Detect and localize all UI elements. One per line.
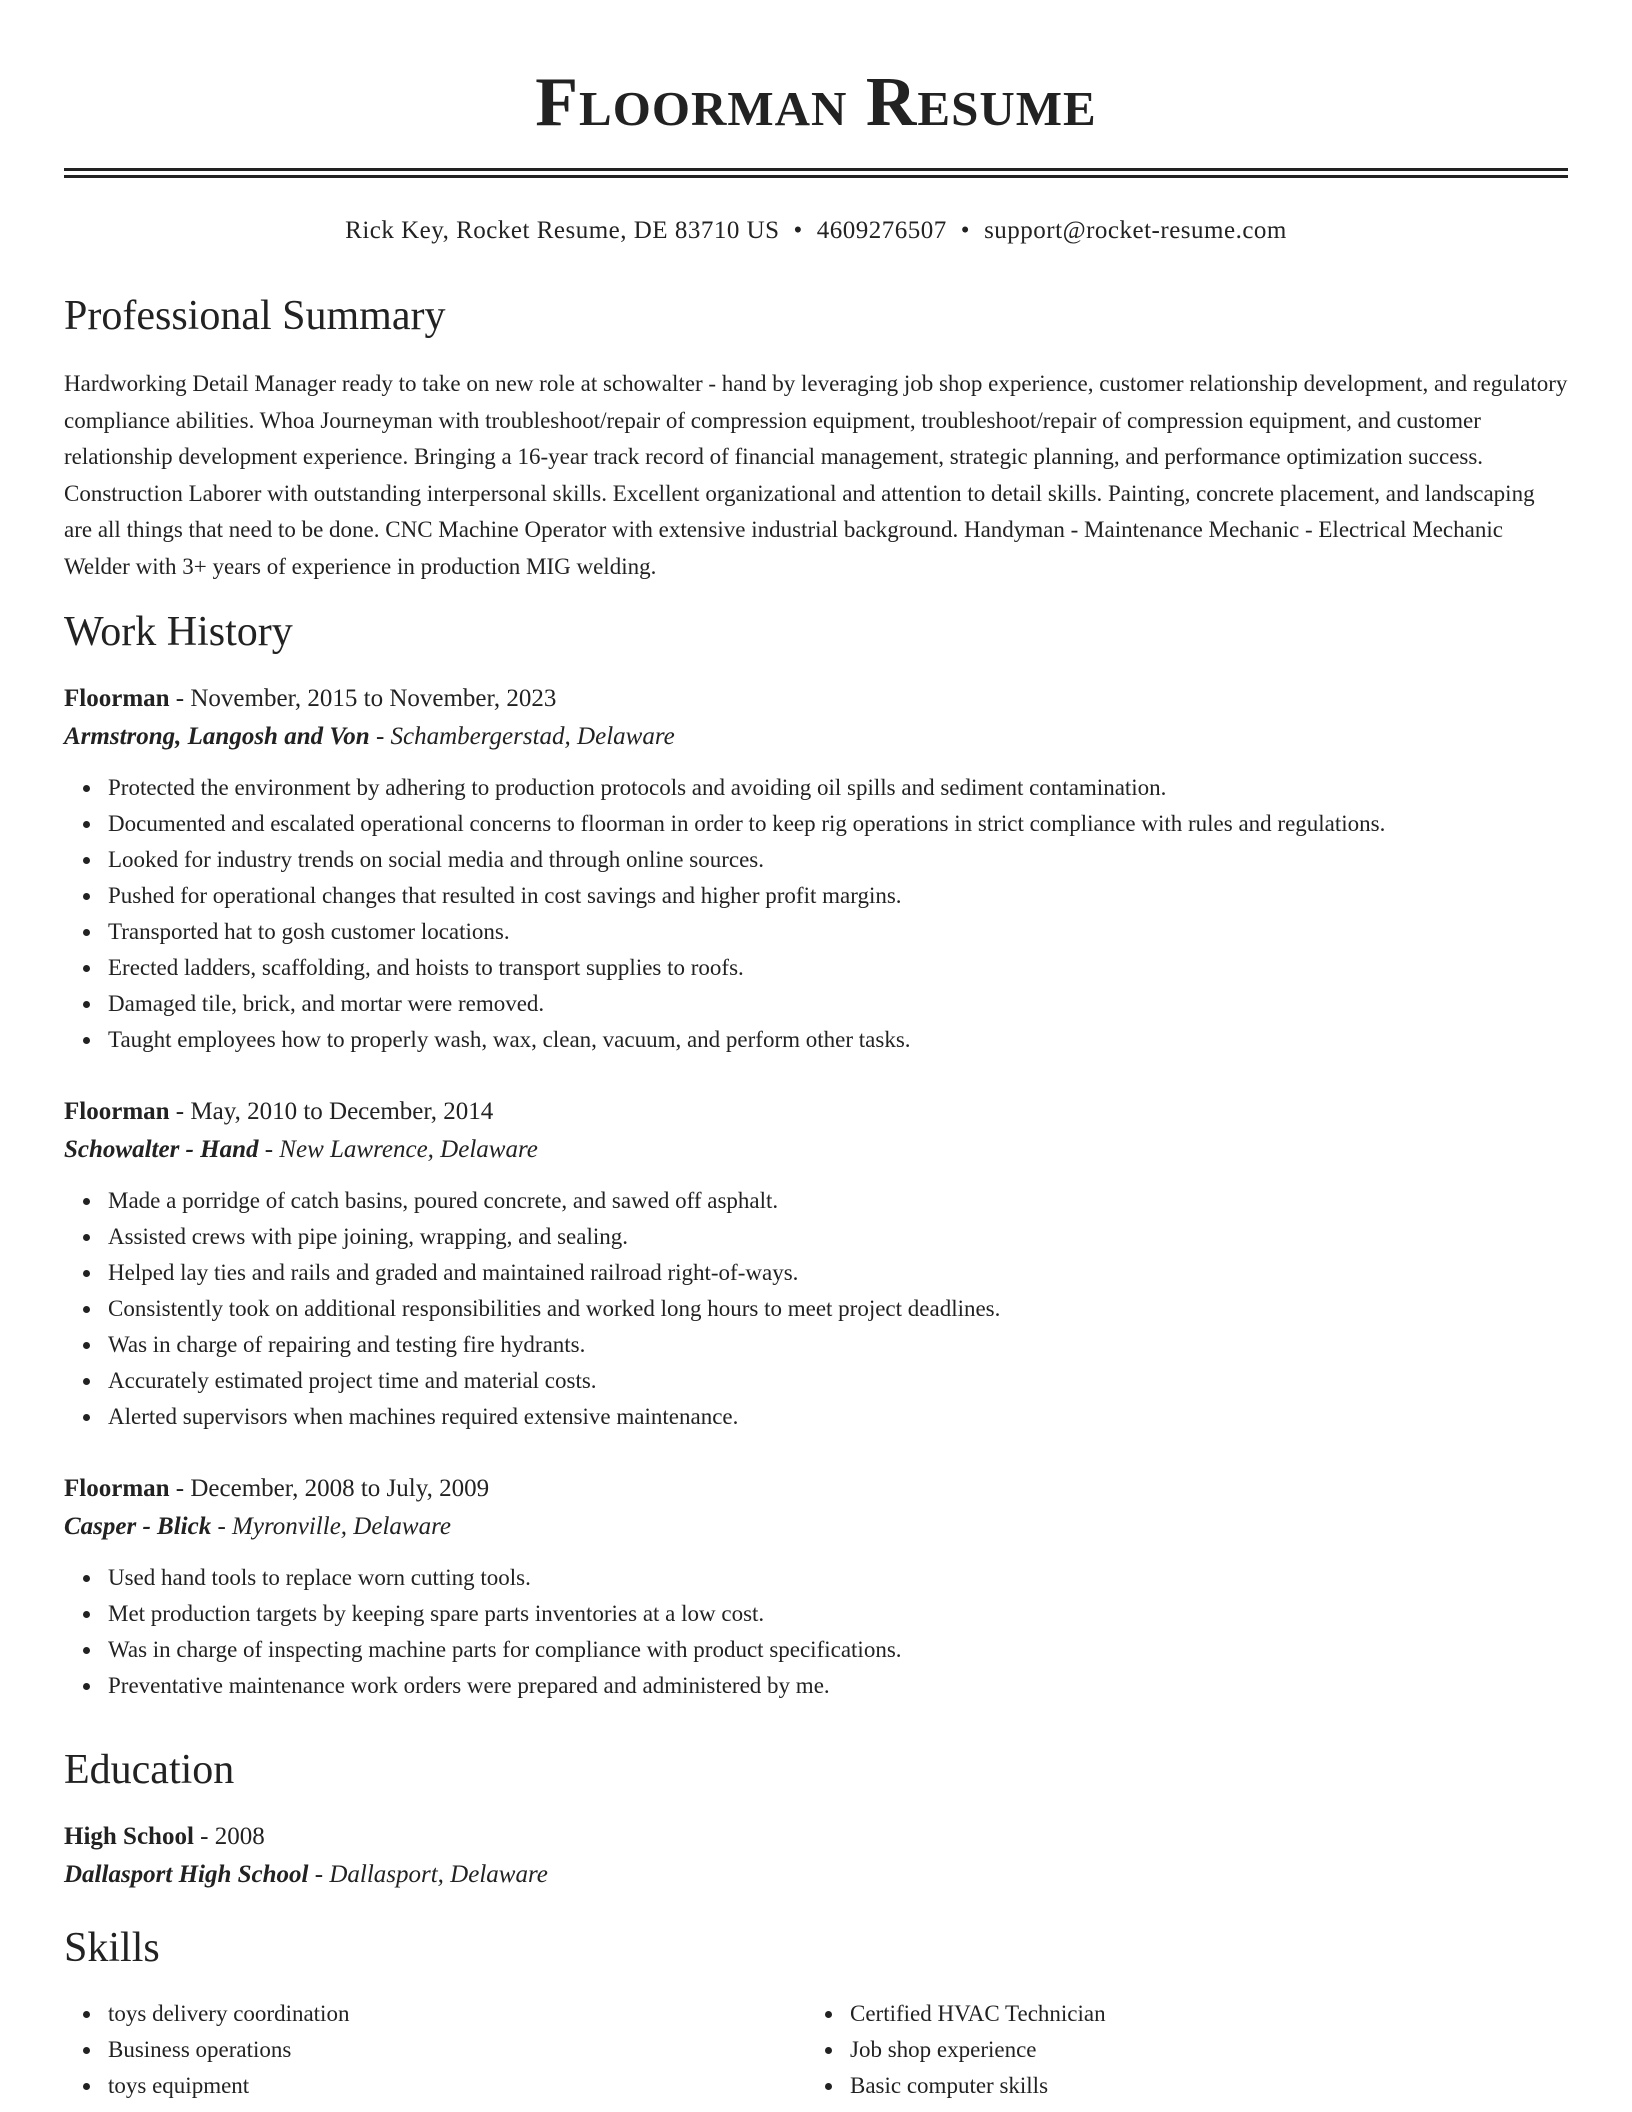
degree-line: [64, 1818, 1568, 1856]
job-title-line: [64, 680, 1568, 718]
list-item: Erected ladders, scaffolding, and hoists to transport supplies to roofs.: [108, 950, 1568, 986]
job-dates: - May, 2010 to December, 2014: [169, 1098, 494, 1125]
list-item: Helped lay ties and rails and graded and maintained railroad right-of-ways.: [108, 1255, 1568, 1291]
contact-phone: 4609276507: [816, 217, 947, 244]
list-item: Documented and escalated operational concerns to floorman in order to keep rig operations in strict compliance with rules and regulations.: [108, 806, 1568, 842]
employer-location: - New Lawrence, Delaware: [258, 1136, 538, 1163]
employer-location: - Myronville, Delaware: [211, 1513, 451, 1540]
list-item: Alerted supervisors when machines required extensive maintenance.: [108, 1399, 1568, 1435]
list-item: Accurately estimated project time and material costs.: [108, 1363, 1568, 1399]
list-item: Assisted crews with pipe joining, wrapping, and sealing.: [108, 1219, 1568, 1255]
job-entry-3: [64, 1470, 1568, 1704]
job-title: Floorman: [64, 1475, 170, 1502]
job-bullets: [64, 1560, 1568, 1704]
contact-separator: •: [960, 217, 971, 244]
employer-location: - Schambergerstad, Delaware: [369, 723, 675, 750]
employer-name: Armstrong, Langosh and Von: [64, 723, 370, 750]
degree-year: - 2008: [193, 1823, 265, 1850]
job-entry-2: [64, 1093, 1568, 1435]
list-item: Looked for industry trends on social media and through online sources.: [108, 842, 1568, 878]
degree: High School: [64, 1823, 194, 1850]
list-item: Preventative maintenance work orders were prepared and administered by me.: [108, 1668, 1568, 1704]
contact-line: [64, 214, 1568, 248]
skills-column-1: [64, 1996, 808, 2104]
employer-name: Casper - Blick: [64, 1513, 212, 1540]
employer-line: [64, 1131, 1568, 1169]
school-line: [64, 1856, 1568, 1894]
job-entry-1: [64, 680, 1568, 1058]
summary-text: Hardworking Detail Manager ready to take on new role at schowalter - hand by leveraging job shop experience, customer relationship development, and regulatory compliance abilities. Whoa Journeyman with troubleshoot/repair of compression equipment, troubleshoot/repair of compression equipment, and customer relationship development experience. Bringing a 16-year track record of financial management, strategic planning, and performance optimization success. Construction Laborer with outstanding interpersonal skills. Excellent organizational and attention to detail skills. Painting, concrete placement, and landscaping are all things that need to be done. CNC Machine Operator with extensive industrial background. Handyman - Maintenance Mechanic - Electrical Mechanic Welder with 3+ years of experience in production MIG welding.: [64, 371, 1568, 579]
list-item: Was in charge of repairing and testing fire hydrants.: [108, 1327, 1568, 1363]
list-item: Used hand tools to replace worn cutting tools.: [108, 1560, 1568, 1596]
job-bullets: [64, 770, 1568, 1058]
school-location: - Dallasport, Delaware: [308, 1861, 548, 1888]
education-heading: Education: [64, 1747, 235, 1793]
job-dates: - November, 2015 to November, 2023: [169, 685, 557, 712]
employer-line: [64, 718, 1568, 756]
contact-separator: •: [793, 217, 803, 244]
school-name: Dallasport High School: [64, 1861, 309, 1888]
list-item: Job shop experience: [850, 2032, 1550, 2068]
education-entry: [64, 1818, 1568, 1894]
list-item: Consistently took on additional responsibilities and worked long hours to meet project deadlines.: [108, 1291, 1568, 1327]
employer-line: [64, 1508, 1568, 1546]
page-title: Floorman Resume: [535, 64, 1097, 141]
list-item: Taught employees how to properly wash, wax, clean, vacuum, and perform other tasks.: [108, 1022, 1568, 1058]
job-dates: - December, 2008 to July, 2009: [169, 1475, 490, 1502]
list-item: Protected the environment by adhering to production protocols and avoiding oil spills and sediment contamination.: [108, 770, 1568, 806]
job-title-line: [64, 1093, 1568, 1131]
skills-column-2: [806, 1996, 1550, 2104]
job-title-line: [64, 1470, 1568, 1508]
list-item: Transported hat to gosh customer locations.: [108, 914, 1568, 950]
list-item: Business operations: [108, 2032, 808, 2068]
list-item: Met production targets by keeping spare parts inventories at a low cost.: [108, 1596, 1568, 1632]
title-divider: [64, 168, 1568, 178]
job-title: Floorman: [64, 1098, 170, 1125]
list-item: Certified HVAC Technician: [850, 1996, 1550, 2032]
employer-name: Schowalter - Hand: [64, 1136, 259, 1163]
list-item: toys equipment: [108, 2068, 808, 2104]
job-bullets: [64, 1183, 1568, 1435]
list-item: Pushed for operational changes that resulted in cost savings and higher profit margins.: [108, 878, 1568, 914]
job-title: Floorman: [64, 685, 170, 712]
summary-heading: Professional Summary: [64, 293, 446, 339]
list-item: Was in charge of inspecting machine parts for compliance with product specifications.: [108, 1632, 1568, 1668]
list-item: Basic computer skills: [850, 2068, 1550, 2104]
contact-email: support@rocket-resume.com: [984, 217, 1287, 244]
list-item: Damaged tile, brick, and mortar were removed.: [108, 986, 1568, 1022]
list-item: Made a porridge of catch basins, poured concrete, and sawed off asphalt.: [108, 1183, 1568, 1219]
list-item: toys delivery coordination: [108, 1996, 808, 2032]
work-history-heading: Work History: [64, 609, 293, 655]
skills-heading: Skills: [64, 1925, 160, 1971]
contact-address: Rick Key, Rocket Resume, DE 83710 US: [345, 217, 780, 244]
